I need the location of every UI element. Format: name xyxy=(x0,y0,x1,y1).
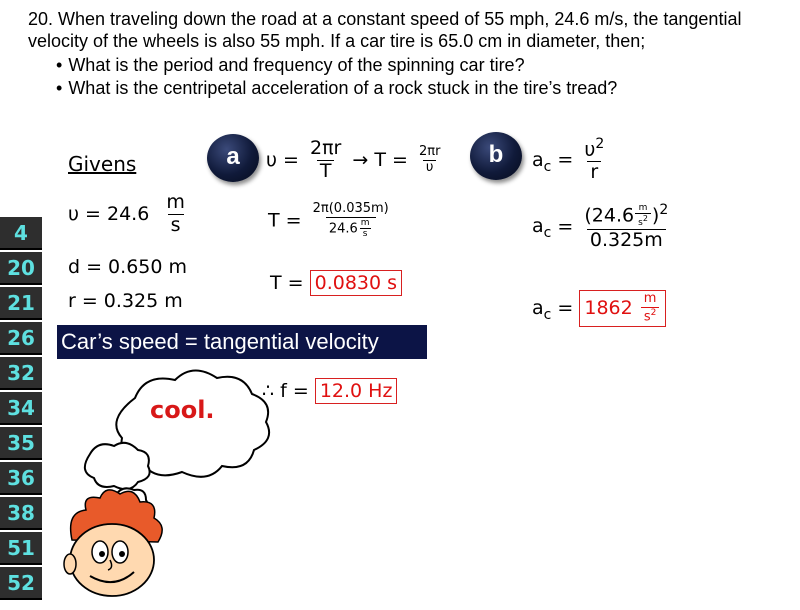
givens-heading: Givens xyxy=(68,152,137,176)
frac-num: (24.6 $\frac{m}{s^2}$ )$^2$ xyxy=(584,202,669,229)
part-b-badge: b xyxy=(470,132,522,180)
frac-num xyxy=(581,136,607,161)
eq-lhs: υ = xyxy=(266,148,299,171)
problem-bullets xyxy=(28,54,788,100)
given-velocity-label: υ = 24.6 xyxy=(68,202,150,225)
thought-text: cool. xyxy=(150,396,215,424)
given-velocity-unit xyxy=(163,192,188,237)
centripetal-result xyxy=(532,290,666,327)
unit-den-s: s xyxy=(638,218,643,229)
frequency-answer: 12.0 Hz xyxy=(315,378,398,404)
thought-bubble-illustration xyxy=(60,360,320,610)
frac-den: 0.325m xyxy=(587,229,666,252)
centripetal-formula xyxy=(532,136,609,184)
a-sub: c xyxy=(543,306,552,323)
answer-value: 1862 xyxy=(584,297,633,320)
answer-unit xyxy=(641,292,660,325)
frac-num: 2π(0.035m) xyxy=(312,201,389,216)
part-a-badge: a xyxy=(207,134,259,182)
unit-num: m xyxy=(638,202,648,213)
v-letter: υ xyxy=(584,138,596,161)
nav-slide-38[interactable]: 38 xyxy=(0,497,42,530)
eq-lhs: T = xyxy=(270,272,304,294)
problem-statement xyxy=(28,8,788,100)
frac-2pir-over-T xyxy=(307,138,344,183)
centripetal-substitution xyxy=(532,202,673,252)
unit-den-s: s xyxy=(643,309,651,325)
ac-symbol xyxy=(532,148,552,175)
nav-slide-4[interactable]: 4 xyxy=(0,217,42,250)
unit-den xyxy=(635,213,651,228)
exp: 2 xyxy=(659,202,669,218)
eq-lhs: T = xyxy=(268,209,302,232)
acceleration-answer xyxy=(579,290,666,327)
bullet-centripetal: • What is the centripetal acceleration of a rock stuck in the tire’s tread? xyxy=(56,77,788,100)
unit-den xyxy=(641,307,660,325)
given-radius: r = 0.325 m xyxy=(68,290,183,312)
den-value: 24.6 xyxy=(328,221,358,237)
frac-substituted xyxy=(581,202,671,252)
nav-slide-35[interactable]: 35 xyxy=(0,427,42,460)
eq-lhs: ∴ f = xyxy=(262,380,309,402)
nav-slide-32[interactable]: 32 xyxy=(0,357,42,390)
period-substitution xyxy=(268,202,394,240)
a-letter: a xyxy=(532,297,544,320)
a-sub: c xyxy=(543,225,552,242)
given-diameter: d = 0.650 m xyxy=(68,256,188,278)
unit-exp: 2 xyxy=(642,214,648,224)
unit-den: s xyxy=(360,228,371,239)
equals: = xyxy=(557,215,574,238)
ac-symbol xyxy=(532,215,552,242)
nav-slide-52[interactable]: 52 xyxy=(0,567,42,600)
nav-slide-21[interactable]: 21 xyxy=(0,287,42,320)
frac-num: 2πr xyxy=(310,137,342,159)
arrow-T: → T = xyxy=(352,148,408,171)
period-answer: 0.0830 s xyxy=(310,270,402,296)
nav-slide-34[interactable]: 34 xyxy=(0,392,42,425)
unit-num: m xyxy=(643,291,657,306)
unit-num: m xyxy=(360,217,370,228)
frac-den: r xyxy=(587,161,601,184)
frac-den xyxy=(326,217,376,240)
a-sub: c xyxy=(543,158,552,175)
nav-slide-51[interactable]: 51 xyxy=(0,532,42,565)
frac-substitution xyxy=(310,202,392,240)
given-velocity xyxy=(68,192,190,237)
nav-slide-20[interactable]: 20 xyxy=(0,252,42,285)
frac-v2-over-r xyxy=(581,136,607,184)
ac-symbol xyxy=(532,297,552,323)
frac-den: T xyxy=(317,160,335,183)
a-letter: a xyxy=(532,215,544,238)
equals: = xyxy=(557,148,574,171)
speed-unit xyxy=(635,203,651,229)
speed-banner: Car’s speed = tangential velocity xyxy=(57,325,427,359)
den-unit xyxy=(358,218,373,240)
unit-num: m xyxy=(166,191,185,213)
equals: = xyxy=(557,297,574,320)
frac-num: 2πr xyxy=(418,143,441,159)
frac-2pir-over-v xyxy=(416,145,443,176)
velocity-period-equation xyxy=(266,138,445,183)
bullet-period-frequency: • What is the period and frequency of the spinning car tire? xyxy=(56,54,788,77)
unit-exp: 2 xyxy=(650,307,657,318)
nav-slide-26[interactable]: 26 xyxy=(0,322,42,355)
frac-den: υ xyxy=(423,160,437,176)
period-result xyxy=(270,270,402,296)
unit-den: s xyxy=(168,214,184,237)
cartoon-boy-icon xyxy=(64,490,162,596)
problem-text: 20. When traveling down the road at a constant speed of 55 mph, 24.6 m/s, the tangential velocity of the wheels is also 55 mph. If a car tire is 65.0 cm in diameter, then; xyxy=(28,9,742,51)
exp: 2 xyxy=(595,136,605,152)
a-letter: a xyxy=(532,148,544,171)
nav-slide-36[interactable]: 36 xyxy=(0,462,42,495)
speed-value: 24.6 xyxy=(591,204,635,227)
